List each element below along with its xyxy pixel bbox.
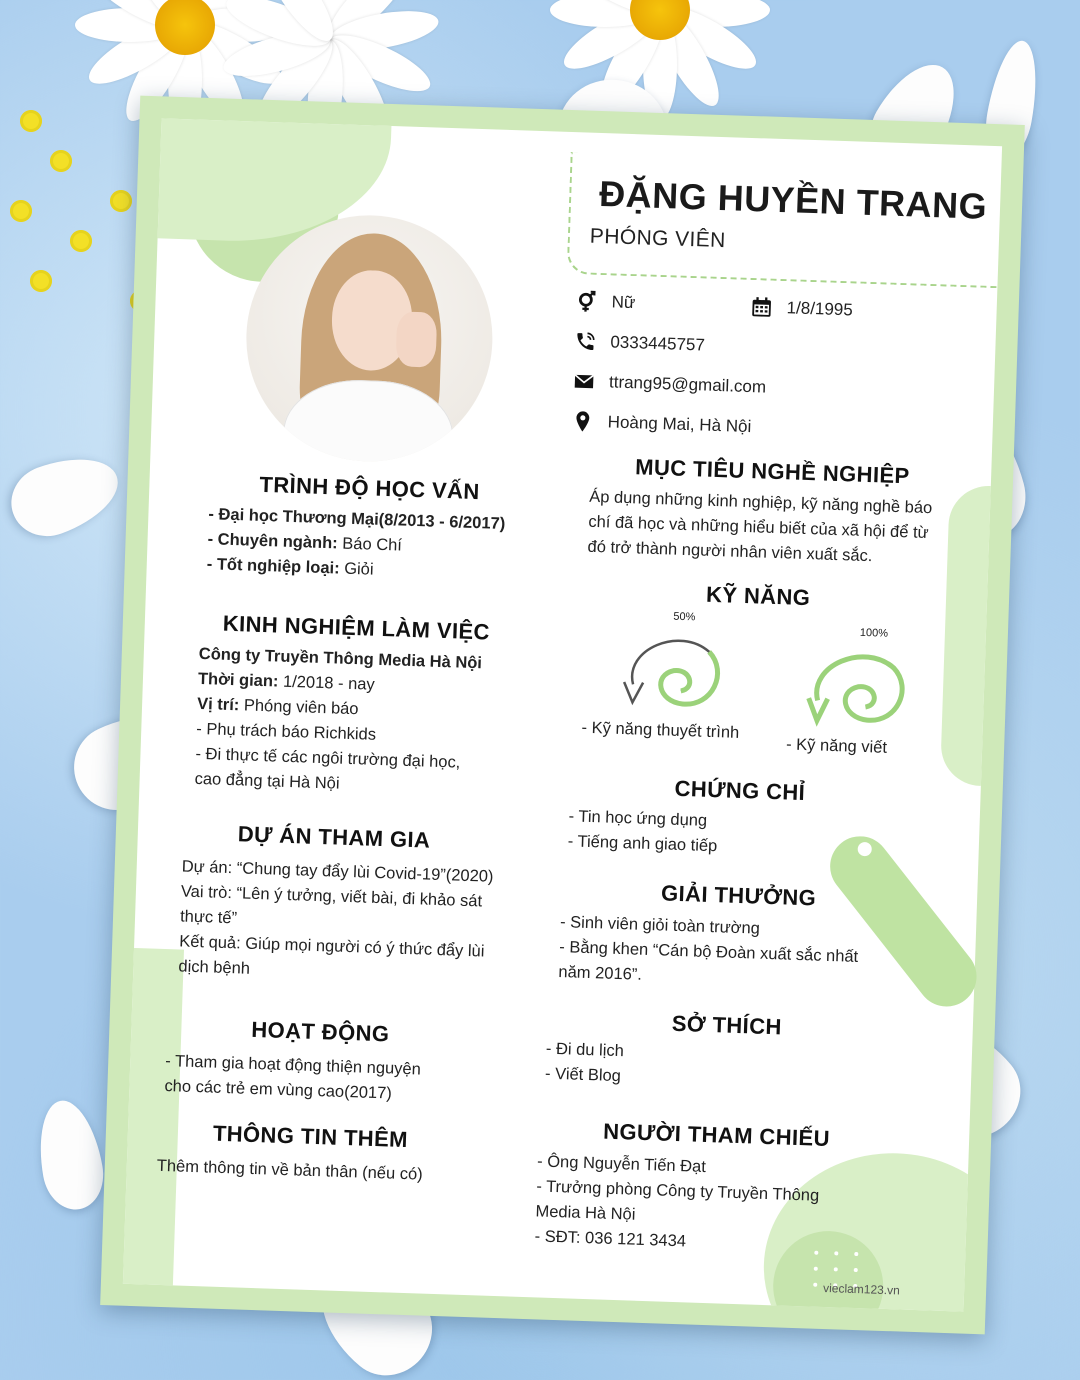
job-title: PHÓNG VIÊN	[589, 224, 727, 253]
education-block	[206, 502, 505, 587]
yellow-flower	[20, 110, 42, 132]
objective-block	[587, 485, 932, 571]
gender-icon	[575, 290, 598, 313]
yellow-flower	[10, 200, 32, 222]
awards-heading: GIẢI THƯỞNG	[660, 880, 817, 911]
skill-spiral-icon	[617, 624, 730, 718]
address-value: Hoàng Mai, Hà Nội	[607, 412, 752, 437]
experience-position: Vị trí: Phóng viên báo	[196, 694, 359, 719]
extra-text: Thêm thông tin về bản thân (nếu có)	[156, 1156, 423, 1184]
objective-line: Áp dụng những kinh nghiệp, kỹ năng nghề báo	[588, 487, 933, 518]
experience-time: Thời gian: 1/2018 - nay	[197, 669, 376, 694]
skill-name: - Kỹ năng viết	[785, 735, 888, 757]
objective-line: đó trở thành người nhân viên xuất sắc.	[587, 537, 873, 566]
yellow-flower	[70, 230, 92, 252]
reference-line: - Ông Nguyễn Tiến Đạt	[536, 1152, 707, 1176]
location-pin-icon	[571, 410, 594, 433]
projects-block	[178, 854, 494, 989]
education-school: - Đại học Thương Mại(8/2013 - 6/2017)	[208, 505, 506, 533]
certificate-item: - Tiếng anh giao tiếp	[567, 832, 718, 856]
email-value: ttrang95@gmail.com	[608, 372, 767, 397]
deco-blob	[123, 946, 184, 1312]
yellow-flower	[50, 150, 72, 172]
birthday-row	[750, 296, 853, 321]
address-row	[571, 410, 751, 438]
activities-block	[164, 1049, 421, 1107]
hobbies-block	[545, 1037, 625, 1090]
calendar-icon	[750, 296, 773, 319]
skill-item	[785, 624, 960, 780]
skill-name: - Kỹ năng thuyết trình	[581, 718, 740, 742]
phone-icon	[574, 330, 597, 353]
education-heading: TRÌNH ĐỘ HỌC VẤN	[259, 471, 481, 505]
email-row	[573, 370, 767, 398]
awards-block	[558, 910, 859, 995]
phone-row	[574, 330, 705, 356]
projects-heading: DỰ ÁN THAM GIA	[237, 821, 431, 853]
extra-heading: THÔNG TIN THÊM	[212, 1120, 409, 1153]
education-major: - Chuyên ngành: Báo Chí	[207, 530, 403, 555]
gender-value: Nữ	[611, 292, 636, 313]
experience-company: Công ty Truyền Thông Media Hà Nội	[198, 644, 483, 673]
award-line: - Bằng khen “Cán bộ Đoàn xuất sắc nhất	[559, 938, 859, 966]
experience-duty: - Đi thực tế các ngôi trường đại học,	[195, 744, 461, 772]
objective-line: chí đã học và những hiểu biết của xã hội để từ	[588, 512, 929, 543]
cv-paper	[100, 96, 1025, 1335]
reference-line: - Trưởng phòng Công ty Truyền Thông	[536, 1177, 820, 1205]
activities-heading: HOẠT ĐỘNG	[250, 1016, 390, 1047]
certificates-heading: CHỨNG CHỈ	[674, 775, 806, 806]
education-grade: - Tốt nghiệp loại: Giỏi	[206, 555, 374, 579]
hobbies-heading: SỞ THÍCH	[671, 1010, 783, 1040]
project-line: Dự án: “Chung tay đẩy lùi Covid-19”(2020)	[181, 857, 494, 886]
cv-inner	[123, 118, 1002, 1311]
activity-line: - Tham gia hoạt động thiện nguyện	[165, 1052, 422, 1079]
award-line: năm 2016”.	[558, 963, 643, 984]
reference-line: - SĐT: 036 121 3434	[534, 1227, 687, 1251]
cv-frame	[100, 96, 1025, 1335]
yellow-flower	[110, 190, 132, 212]
hobby-item: - Viết Blog	[544, 1064, 622, 1086]
award-line: - Sinh viên giỏi toàn trường	[559, 913, 761, 938]
skill-item	[581, 608, 756, 764]
project-line: Vai trò: “Lên ý tưởng, viết bài, đi khảo sát	[180, 882, 483, 911]
experience-heading: KINH NGHIỆM LÀM VIỆC	[222, 610, 491, 645]
experience-block	[194, 642, 482, 801]
skill-spiral-icon	[802, 640, 915, 734]
gender-row	[575, 290, 635, 314]
birthday-value: 1/8/1995	[786, 298, 854, 320]
brand-watermark: vieclam123.vn	[822, 1280, 901, 1298]
project-line: dịch bệnh	[178, 957, 251, 978]
skills-heading: KỸ NĂNG	[705, 581, 811, 611]
skill-percent: 50%	[673, 610, 696, 624]
objective-heading: MỤC TIÊU NGHỀ NGHIỆP	[634, 454, 911, 489]
full-name: ĐẶNG HUYỀN TRANG	[598, 172, 988, 227]
experience-duty: cao đẳng tại Hà Nội	[194, 769, 340, 793]
project-line: Kết quả: Giúp mọi người có ý thức đẩy lùi	[178, 932, 485, 961]
references-block	[534, 1149, 820, 1258]
experience-duty: - Phụ trách báo Richkids	[196, 719, 377, 744]
phone-value: 0333445757	[610, 332, 706, 355]
skill-percent: 100%	[859, 626, 889, 640]
reference-line: Media Hà Nội	[535, 1202, 636, 1224]
yellow-flower	[30, 270, 52, 292]
references-heading: NGƯỜI THAM CHIẾU	[602, 1118, 831, 1152]
email-icon	[573, 370, 596, 393]
hobby-item: - Đi du lịch	[545, 1039, 625, 1061]
certificates-block	[567, 804, 718, 859]
activity-line: cho các trẻ em vùng cao(2017)	[164, 1077, 393, 1103]
certificate-item: - Tin học ứng dụng	[568, 807, 708, 830]
project-line: thực tế”	[179, 907, 238, 928]
